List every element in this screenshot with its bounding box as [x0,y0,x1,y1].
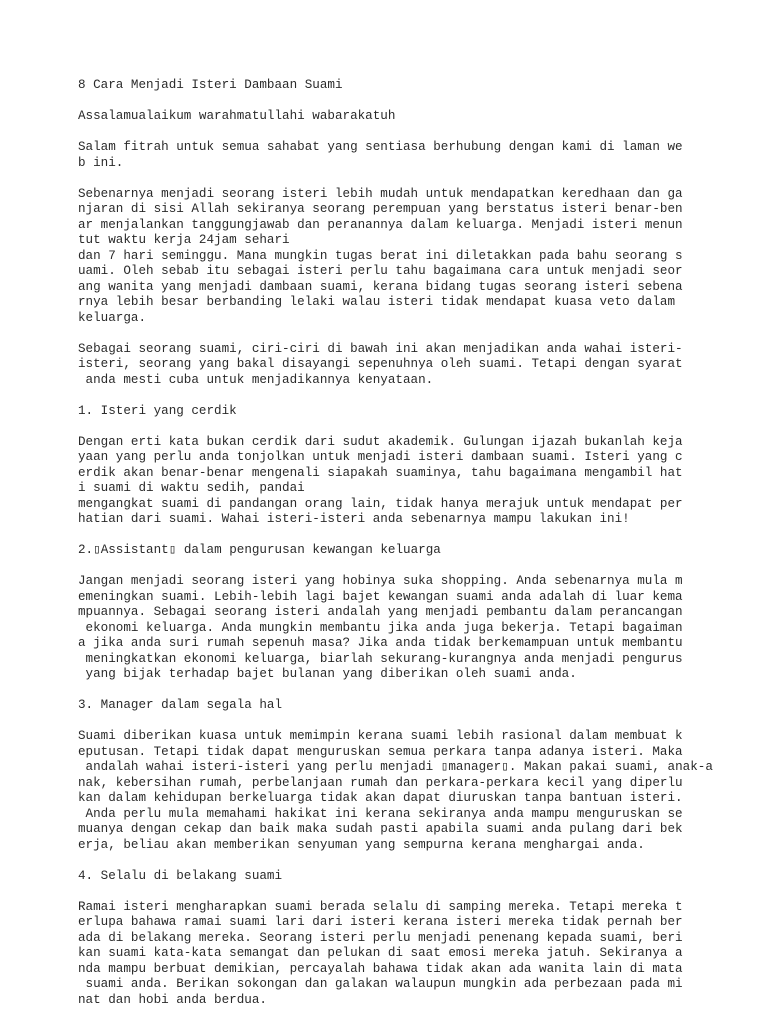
text-line: anda mesti cuba untuk menjadikannya kenyataan. [78,372,434,387]
text-line: njaran di sisi Allah sekiranya seorang perempuan yang berstatus isteri benar-ben [78,202,683,216]
text-line: muanya dengan cekap dan baik maka sudah pasti apabila suami anda pulang dari bek [78,822,683,836]
text-line: dan 7 hari seminggu. Mana mungkin tugas berat ini diletakkan pada bahu seorang s [78,248,683,263]
text-line: i suami di waktu sedih, pandai [78,481,305,495]
text-line: ada di belakang mereka. Seorang isteri perlu menjadi penenang kepada suami, beri [78,930,683,945]
document-title: 8 Cara Menjadi Isteri Dambaan Suami [78,78,343,92]
text-line: Dengan erti kata bukan cerdik dari sudut akademik. Gulungan ijazah bukanlah keja [78,434,683,449]
text-line: 3. Manager dalam segala hal [78,698,283,712]
text-line: erdik akan benar-benar mengenali siapakah suaminya, tahu bagaimana mengambil hat [78,465,683,480]
document-paragraph [78,869,758,885]
text-line: nak, kebersihan rumah, perbelanjaan rumah dan perkara-perkara kecil yang diperlu [78,775,683,790]
text-line: Anda perlu mula memahami hakikat ini kerana sekiranya anda mampu menguruskan se [78,806,683,821]
text-line: meningkatkan ekonomi keluarga, biarlah sekurang-kurangnya anda menjadi pengurus [78,651,683,666]
text-line: tut waktu kerja 24jam sehari [78,233,290,247]
text-line: nat dan hobi anda berdua. [78,992,267,1007]
text-line: b ini. [78,155,124,170]
document-paragraph [78,435,758,528]
text-line: rnya lebih besar berbanding lelaki walau isteri tidak mendapat kuasa veto dalam [78,295,676,309]
text-line: hatian dari suami. Wahai isteri-isteri anda sebenarnya mampu lakukan ini! [78,512,630,526]
text-line: ang wanita yang menjadi dambaan suami, kerana bidang tugas seorang isteri sebena [78,279,683,294]
text-line: Sebagai seorang suami, ciri-ciri di bawah ini akan menjadikan anda wahai isteri- [78,341,683,356]
text-line: emeningkan suami. Lebih-lebih lagi bajet kewangan suami anda adalah di luar kema [78,589,683,604]
document-paragraph [78,109,758,125]
text-line: kan suami kata-kata semangat dan pelukan di saat emosi mereka jatuh. Sekiranya a [78,946,683,960]
text-line: uami. Oleh sebab itu sebagai isteri perlu tahu bagaimana cara untuk menjadi seor [78,264,683,278]
text-line: Salam fitrah untuk semua sahabat yang sentiasa berhubung dengan kami di laman we [78,140,683,154]
text-line: erlupa bahawa ramai suami lari dari isteri kerana isteri mereka tidak pernah ber [78,915,683,929]
text-line: mengangkat suami di pandangan orang lain, tidak hanya merajuk untuk mendapat per [78,496,683,511]
document-paragraph [78,543,758,559]
document-paragraph [78,698,758,714]
document-paragraph [78,574,758,683]
document-body [78,78,758,1024]
text-line: 1. Isteri yang cerdik [78,403,237,418]
text-line: 2.▯Assistant▯ dalam pengurusan kewangan keluarga [78,543,441,557]
document-title-block [78,78,758,94]
document-paragraph [78,404,758,420]
text-line: kan dalam kehidupan berkeluarga tidak akan dapat diuruskan tanpa bantuan isteri. [78,791,683,805]
text-line: Sebenarnya menjadi seorang isteri lebih mudah untuk mendapatkan keredhaan dan ga [78,186,683,201]
text-line: yang bijak terhadap bajet bulanan yang diberikan oleh suami anda. [78,667,577,681]
text-line: Jangan menjadi seorang isteri yang hobinya suka shopping. Anda sebenarnya mula m [78,574,683,588]
text-line: ekonomi keluarga. Anda mungkin membantu jika anda juga bekerja. Tetapi bagaiman [78,620,683,635]
text-line: keluarga. [78,310,147,325]
document-paragraph [78,140,758,171]
document-paragraph [78,187,758,327]
document-paragraph [78,342,758,389]
text-line: 4. Selalu di belakang suami [78,868,283,883]
text-line: yaan yang perlu anda tonjolkan untuk menjadi isteri dambaan suami. Isteri yang c [78,450,683,464]
document-paragraph [78,900,758,1009]
text-line: Assalamualaikum warahmatullahi wabarakatuh [78,109,396,123]
text-line: mpuannya. Sebagai seorang isteri andalah yang menjadi pembantu dalam perancangan [78,605,683,619]
text-line: a jika anda suri rumah sepenuh masa? Jika anda tidak berkemampuan untuk membantu [78,636,683,650]
text-line: isteri, seorang yang bakal disayangi sepenuhnya oleh suami. Tetapi dengan syarat [78,357,683,371]
text-line: Ramai isteri mengharapkan suami berada selalu di samping mereka. Tetapi mereka t [78,899,683,914]
text-line: Suami diberikan kuasa untuk memimpin kerana suami lebih rasional dalam membuat k [78,729,683,743]
text-line: eputusan. Tetapi tidak dapat menguruskan semua perkara tanpa adanya isteri. Maka [78,744,683,759]
text-line: andalah wahai isteri-isteri yang perlu menjadi ▯manager▯. Makan pakai suami, anak-a [78,760,713,774]
text-line: erja, beliau akan memberikan senyuman yang sempurna kerana menghargai anda. [78,837,645,852]
text-line: suami anda. Berikan sokongan dan galakan walaupun mungkin ada perbezaan pada mi [78,977,683,991]
document-paragraph [78,729,758,853]
text-line: nda mampu berbuat demikian, percayalah bahawa tidak akan ada wanita lain di mata [78,961,683,976]
text-line: ar menjalankan tanggungjawab dan peranannya dalam keluarga. Menjadi isteri menun [78,217,683,232]
